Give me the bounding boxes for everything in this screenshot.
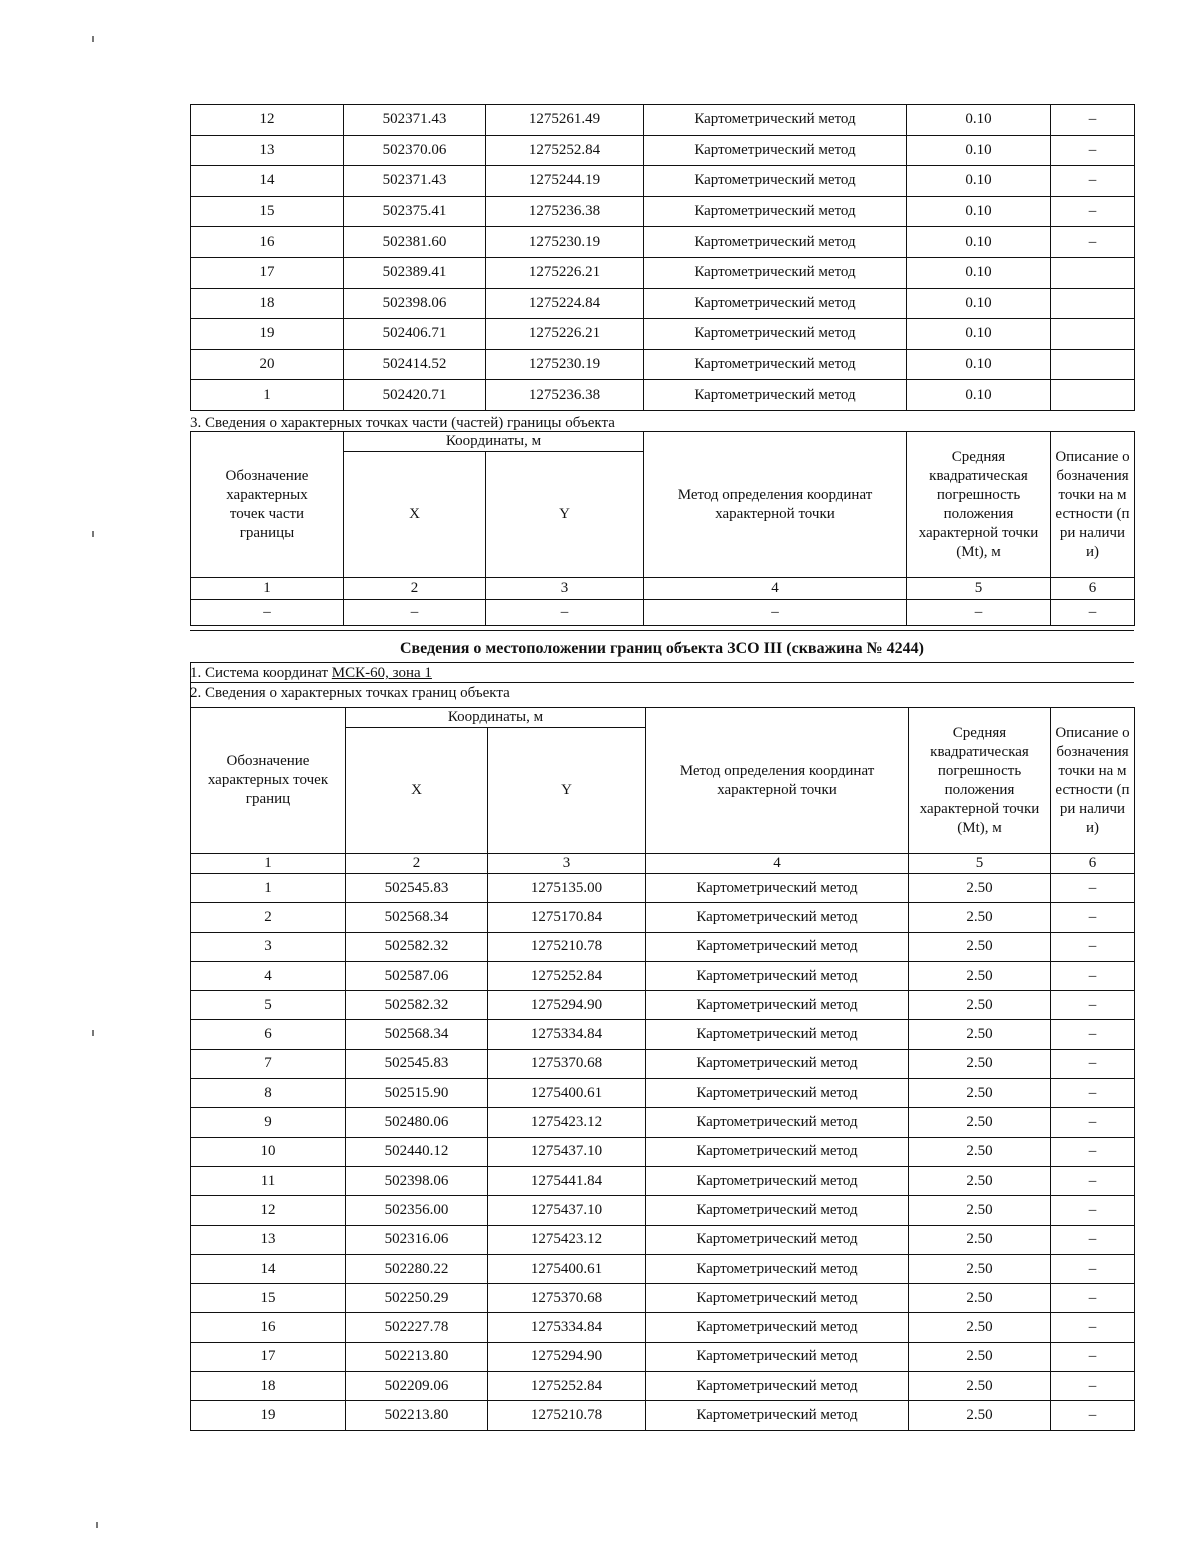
cell-description: –	[1051, 1020, 1135, 1049]
cell-point: 12	[191, 1196, 346, 1225]
cell-x: 502545.83	[346, 874, 488, 903]
cell-point: 15	[191, 196, 344, 227]
cell-description: –	[1051, 227, 1135, 258]
cell-y: 1275230.19	[486, 227, 644, 258]
cell-method: Картометрический метод	[646, 961, 909, 990]
cell-y: 1275334.84	[488, 1313, 646, 1342]
cell-y: 1275236.38	[486, 196, 644, 227]
cell-y: 1275244.19	[486, 166, 644, 197]
cell-description: –	[1051, 1225, 1135, 1254]
cell-y: 1275294.90	[488, 1342, 646, 1371]
cell-x: 502406.71	[344, 319, 486, 350]
table-row	[191, 1020, 1135, 1049]
cell-x: 502398.06	[346, 1166, 488, 1195]
header-x: X	[346, 728, 488, 854]
cell-y: 1275441.84	[488, 1166, 646, 1195]
cell-y: –	[486, 600, 644, 626]
cell-y: 1275170.84	[488, 903, 646, 932]
cell-point: 17	[191, 1342, 346, 1371]
cell-point: 1	[191, 578, 344, 600]
table-row	[191, 1372, 1135, 1401]
cell-method: Картометрический метод	[646, 991, 909, 1020]
cell-method: Картометрический метод	[646, 1313, 909, 1342]
cell-point: 17	[191, 257, 344, 288]
cell-y: 1275226.21	[486, 257, 644, 288]
cell-description	[1051, 380, 1135, 411]
cell-y: 1275236.38	[486, 380, 644, 411]
cell-error: 2.50	[909, 1196, 1051, 1225]
cell-x: 502587.06	[346, 961, 488, 990]
table-row	[191, 1137, 1135, 1166]
cell-error: 2.50	[909, 1079, 1051, 1108]
cell-error: –	[907, 600, 1051, 626]
cell-point: 1	[191, 874, 346, 903]
cell-method: Картометрический метод	[646, 1284, 909, 1313]
cell-method: Картометрический метод	[644, 380, 907, 411]
table-row	[191, 991, 1135, 1020]
cell-description: –	[1051, 105, 1135, 136]
cell-error: 2.50	[909, 903, 1051, 932]
cell-y: 1275423.12	[488, 1225, 646, 1254]
cell-description	[1051, 349, 1135, 380]
cell-y: 1275370.68	[488, 1284, 646, 1313]
cell-method: Картометрический метод	[646, 1401, 909, 1430]
section-3-title: 3. Сведения о характерных точках части (частей) границы объекта	[190, 415, 615, 431]
cell-description: –	[1051, 932, 1135, 961]
header-point: Обозначение характерных точек границ	[191, 708, 346, 854]
cell-y: 1275400.61	[488, 1079, 646, 1108]
cell-method: Картометрический метод	[646, 1108, 909, 1137]
cell-description: –	[1051, 1372, 1135, 1401]
cell-error: 0.10	[907, 349, 1051, 380]
cell-error: 0.10	[907, 288, 1051, 319]
table-row	[191, 105, 1135, 136]
cell-error: 0.10	[907, 135, 1051, 166]
cell-point: 18	[191, 1372, 346, 1401]
table-row	[191, 257, 1135, 288]
cell-y: 1275230.19	[486, 349, 644, 380]
table-row	[191, 1079, 1135, 1108]
cell-description: –	[1051, 903, 1135, 932]
cell-description: –	[1051, 196, 1135, 227]
cell-x: 502568.34	[346, 1020, 488, 1049]
cell-description: –	[1051, 961, 1135, 990]
cell-error: 0.10	[907, 380, 1051, 411]
cell-method: Картометрический метод	[644, 135, 907, 166]
header-coords: Координаты, м	[346, 708, 646, 728]
table-row	[191, 349, 1135, 380]
cell-y: 1275370.68	[488, 1049, 646, 1078]
cell-description: –	[1051, 1137, 1135, 1166]
part-boundary-points-table	[190, 431, 1135, 626]
zso-points-title: 2. Сведения о характерных точках границ объекта	[190, 685, 510, 701]
header-coords: Координаты, м	[344, 432, 644, 452]
cell-x: 502213.80	[346, 1401, 488, 1430]
cell-point: 7	[191, 1049, 346, 1078]
cell-description: –	[1051, 1196, 1135, 1225]
cell-method: Картометрический метод	[644, 105, 907, 136]
cell-point: 5	[191, 991, 346, 1020]
cell-point: 14	[191, 1254, 346, 1283]
header-description: Описание обозначения точки на местности (при наличии)	[1051, 708, 1135, 854]
cell-x: 502440.12	[346, 1137, 488, 1166]
cell-x: 502280.22	[346, 1254, 488, 1283]
cell-method: Картометрический метод	[644, 166, 907, 197]
table-row	[191, 1342, 1135, 1371]
table-row	[191, 1225, 1135, 1254]
cell-point: 1	[191, 854, 346, 874]
cell-x: 502568.34	[346, 903, 488, 932]
cell-y: 1275224.84	[486, 288, 644, 319]
cell-error: 0.10	[907, 257, 1051, 288]
cell-x: 502356.00	[346, 1196, 488, 1225]
cell-description: –	[1051, 1313, 1135, 1342]
header-y: Y	[486, 452, 644, 578]
cell-point: 16	[191, 227, 344, 258]
cell-method: –	[644, 600, 907, 626]
cell-error: 0.10	[907, 166, 1051, 197]
cell-description	[1051, 288, 1135, 319]
cell-point: 14	[191, 166, 344, 197]
cell-error: 0.10	[907, 319, 1051, 350]
cell-point: –	[191, 600, 344, 626]
cell-error: 2.50	[909, 1401, 1051, 1430]
scan-speck	[96, 1522, 98, 1528]
cell-error: 5	[909, 854, 1051, 874]
cell-x: 502515.90	[346, 1079, 488, 1108]
cell-x: 502545.83	[346, 1049, 488, 1078]
cell-y: 1275294.90	[488, 991, 646, 1020]
cell-x: 2	[344, 578, 486, 600]
cell-y: 1275252.84	[486, 135, 644, 166]
cell-point: 11	[191, 1166, 346, 1195]
boundary-points-table-continued	[190, 104, 1135, 411]
cell-description: –	[1051, 1401, 1135, 1430]
cell-x: 502371.43	[344, 105, 486, 136]
coordinate-system-line	[190, 664, 1134, 682]
cell-point: 8	[191, 1079, 346, 1108]
cell-description: –	[1051, 1166, 1135, 1195]
scan-speck	[92, 531, 94, 537]
cell-method: Картометрический метод	[646, 874, 909, 903]
cell-error: 5	[907, 578, 1051, 600]
cell-method: Картометрический метод	[646, 1196, 909, 1225]
cell-x: 2	[346, 854, 488, 874]
table-row	[191, 380, 1135, 411]
scan-speck	[92, 36, 94, 42]
cell-error: 2.50	[909, 1049, 1051, 1078]
table-row	[191, 600, 1135, 626]
table-row	[191, 1313, 1135, 1342]
table-row	[191, 166, 1135, 197]
table-row	[191, 288, 1135, 319]
cell-y: 1275261.49	[486, 105, 644, 136]
cell-error: 2.50	[909, 991, 1051, 1020]
cell-error: 2.50	[909, 932, 1051, 961]
cell-error: 2.50	[909, 1108, 1051, 1137]
cell-method: Картометрический метод	[646, 1225, 909, 1254]
cell-description: –	[1051, 1079, 1135, 1108]
cell-point: 4	[191, 961, 346, 990]
cell-x: 502209.06	[346, 1372, 488, 1401]
cell-point: 3	[191, 932, 346, 961]
cell-x: 502375.41	[344, 196, 486, 227]
cell-method: 4	[644, 578, 907, 600]
cell-error: 2.50	[909, 1372, 1051, 1401]
cell-point: 2	[191, 903, 346, 932]
cell-error: 2.50	[909, 1313, 1051, 1342]
zso-section-title: Сведения о местоположении границ объекта ЗСО III (скважина № 4244)	[399, 640, 925, 657]
header-y: Y	[488, 728, 646, 854]
table-row	[191, 1166, 1135, 1195]
cell-point: 20	[191, 349, 344, 380]
cell-error: 2.50	[909, 1284, 1051, 1313]
cell-error: 0.10	[907, 196, 1051, 227]
column-number-row	[191, 854, 1135, 874]
table-row	[191, 135, 1135, 166]
cell-y: 1275252.84	[488, 1372, 646, 1401]
table-row	[191, 319, 1135, 350]
cell-method: Картометрический метод	[646, 903, 909, 932]
header-error: Средняя квадратическая погрешность положения характерной точки (Mt), м	[909, 708, 1051, 854]
cell-error: 0.10	[907, 105, 1051, 136]
cell-method: Картометрический метод	[644, 349, 907, 380]
cell-point: 13	[191, 135, 344, 166]
table-row	[191, 1196, 1135, 1225]
cell-method: Картометрический метод	[646, 1137, 909, 1166]
cell-x: 502381.60	[344, 227, 486, 258]
cell-y: 1275252.84	[488, 961, 646, 990]
cell-method: Картометрический метод	[646, 1020, 909, 1049]
cell-x: –	[344, 600, 486, 626]
cell-point: 12	[191, 105, 344, 136]
cell-method: Картометрический метод	[644, 227, 907, 258]
table-row	[191, 1284, 1135, 1313]
column-number-row	[191, 578, 1135, 600]
cell-point: 13	[191, 1225, 346, 1254]
cell-description: –	[1051, 874, 1135, 903]
cell-point: 15	[191, 1284, 346, 1313]
cell-error: 2.50	[909, 1225, 1051, 1254]
cell-point: 18	[191, 288, 344, 319]
cell-point: 19	[191, 319, 344, 350]
coordinate-system-label: 1. Система координат	[190, 665, 332, 681]
cell-x: 502414.52	[344, 349, 486, 380]
cell-method: Картометрический метод	[644, 319, 907, 350]
table-row	[191, 903, 1135, 932]
cell-y: 1275437.10	[488, 1137, 646, 1166]
cell-x: 502398.06	[344, 288, 486, 319]
table-row	[191, 874, 1135, 903]
header-description: Описание обозначения точки на местности (при наличии)	[1051, 432, 1135, 578]
table-row	[191, 932, 1135, 961]
coordinate-system-value: МСК-60, зона 1	[331, 665, 432, 681]
cell-method: Картометрический метод	[644, 196, 907, 227]
cell-description: –	[1051, 166, 1135, 197]
cell-method: Картометрический метод	[644, 288, 907, 319]
scan-speck	[92, 1030, 94, 1036]
cell-point: 10	[191, 1137, 346, 1166]
header-x: X	[344, 452, 486, 578]
cell-error: 2.50	[909, 1254, 1051, 1283]
cell-point: 19	[191, 1401, 346, 1430]
cell-x: 502480.06	[346, 1108, 488, 1137]
cell-method: Картометрический метод	[646, 1079, 909, 1108]
cell-x: 502371.43	[344, 166, 486, 197]
table-row	[191, 1108, 1135, 1137]
cell-y: 1275437.10	[488, 1196, 646, 1225]
cell-method: Картометрический метод	[644, 257, 907, 288]
header-method: Метод определения координат характерной точки	[646, 708, 909, 854]
cell-method: 4	[646, 854, 909, 874]
header-method: Метод определения координат характерной точки	[644, 432, 907, 578]
cell-description: 6	[1051, 854, 1135, 874]
cell-description: 6	[1051, 578, 1135, 600]
cell-y: 1275423.12	[488, 1108, 646, 1137]
cell-method: Картометрический метод	[646, 1254, 909, 1283]
cell-error: 2.50	[909, 1137, 1051, 1166]
cell-y: 1275135.00	[488, 874, 646, 903]
cell-description: –	[1051, 135, 1135, 166]
cell-y: 1275210.78	[488, 1401, 646, 1430]
cell-x: 502227.78	[346, 1313, 488, 1342]
cell-method: Картометрический метод	[646, 1166, 909, 1195]
cell-x: 502389.41	[344, 257, 486, 288]
cell-x: 502213.80	[346, 1342, 488, 1371]
cell-y: 1275210.78	[488, 932, 646, 961]
cell-description	[1051, 257, 1135, 288]
cell-description: –	[1051, 1342, 1135, 1371]
cell-point: 9	[191, 1108, 346, 1137]
cell-x: 502582.32	[346, 991, 488, 1020]
cell-method: Картометрический метод	[646, 1372, 909, 1401]
cell-x: 502420.71	[344, 380, 486, 411]
table-row	[191, 1049, 1135, 1078]
cell-description: –	[1051, 1108, 1135, 1137]
table-row	[191, 196, 1135, 227]
table-row	[191, 1254, 1135, 1283]
cell-y: 1275226.21	[486, 319, 644, 350]
cell-error: 2.50	[909, 874, 1051, 903]
table-row	[191, 1401, 1135, 1430]
cell-description: –	[1051, 600, 1135, 626]
cell-description	[1051, 319, 1135, 350]
cell-y: 3	[488, 854, 646, 874]
cell-error: 2.50	[909, 1342, 1051, 1371]
cell-description: –	[1051, 1284, 1135, 1313]
table-row	[191, 961, 1135, 990]
cell-method: Картометрический метод	[646, 1049, 909, 1078]
table-row	[191, 227, 1135, 258]
cell-point: 6	[191, 1020, 346, 1049]
cell-y: 1275334.84	[488, 1020, 646, 1049]
cell-error: 2.50	[909, 1166, 1051, 1195]
cell-description: –	[1051, 1049, 1135, 1078]
cell-x: 502370.06	[344, 135, 486, 166]
zso-boundary-points-table	[190, 707, 1135, 1431]
cell-x: 502250.29	[346, 1284, 488, 1313]
cell-method: Картометрический метод	[646, 932, 909, 961]
cell-y: 1275400.61	[488, 1254, 646, 1283]
cell-method: Картометрический метод	[646, 1342, 909, 1371]
header-error: Средняя квадратическая погрешность положения характерной точки (Mt), м	[907, 432, 1051, 578]
cell-x: 502582.32	[346, 932, 488, 961]
cell-error: 2.50	[909, 961, 1051, 990]
cell-point: 1	[191, 380, 344, 411]
cell-x: 502316.06	[346, 1225, 488, 1254]
cell-description: –	[1051, 991, 1135, 1020]
cell-error: 0.10	[907, 227, 1051, 258]
cell-point: 16	[191, 1313, 346, 1342]
cell-y: 3	[486, 578, 644, 600]
header-point: Обозначение характерных точек части границы	[191, 432, 344, 578]
cell-error: 2.50	[909, 1020, 1051, 1049]
cell-description: –	[1051, 1254, 1135, 1283]
